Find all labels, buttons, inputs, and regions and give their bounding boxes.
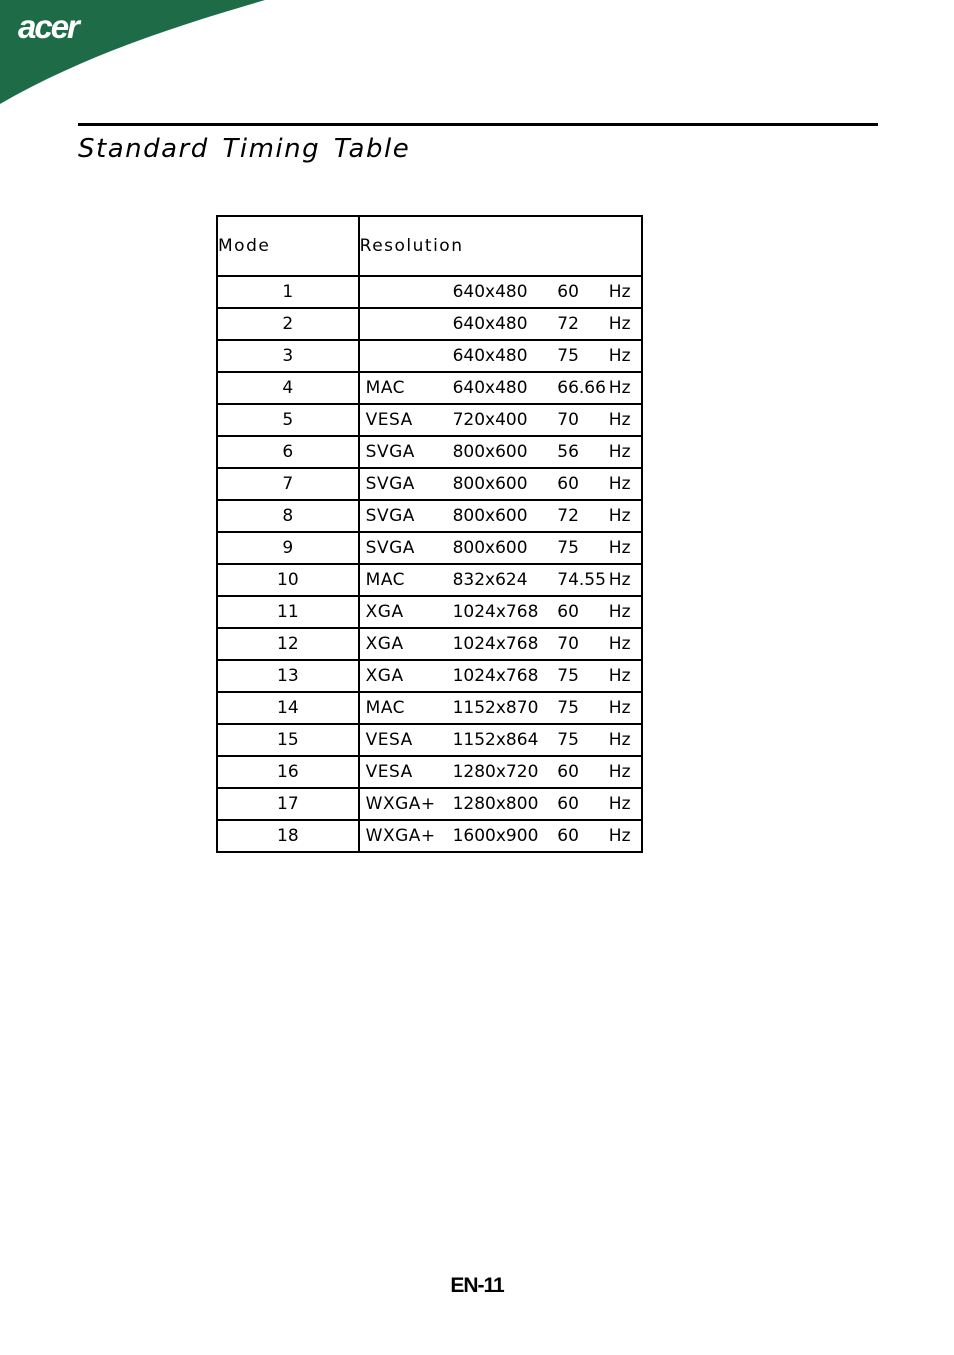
refresh-rate-value: 75 [557,698,579,718]
page-number: EN-11 [450,1274,504,1297]
standard-label: XGA [365,666,404,686]
resolution-value: 1152x870 [452,698,539,718]
standard-label: VESA [365,410,413,430]
refresh-rate-value: 60 [557,794,579,814]
refresh-rate-value: 75 [557,538,579,558]
mode-cell: 9 [217,532,359,564]
resolution-cell [359,308,642,340]
mode-cell: 12 [217,628,359,660]
resolution-value: 800x600 [452,442,528,462]
mode-cell: 5 [217,404,359,436]
table-row [217,596,642,628]
resolution-value: 640x480 [452,346,528,366]
refresh-rate-value: 70 [557,634,579,654]
resolution-value: 800x600 [452,474,528,494]
standard-label: SVGA [365,474,415,494]
refresh-rate-unit: Hz [608,762,631,782]
standard-label: MAC [365,378,406,398]
refresh-rate-value: 75 [557,346,579,366]
refresh-rate-value: 60 [557,602,579,622]
table-header-row [217,216,642,276]
refresh-rate-unit: Hz [608,442,631,462]
resolution-cell [359,788,642,820]
mode-cell: 14 [217,692,359,724]
resolution-cell [359,564,642,596]
resolution-value: 1600x900 [452,826,539,846]
refresh-rate-unit: Hz [608,282,631,302]
table-row [217,692,642,724]
table-row [217,404,642,436]
resolution-cell [359,596,642,628]
timing-table-body [217,276,642,852]
standard-label: MAC [365,570,406,590]
resolution-cell [359,372,642,404]
resolution-value: 640x480 [452,314,528,334]
standard-label: XGA [365,634,404,654]
refresh-rate-unit: Hz [608,730,631,750]
refresh-rate-value: 75 [557,730,579,750]
resolution-value: 1024x768 [452,602,539,622]
table-row [217,788,642,820]
mode-cell: 4 [217,372,359,404]
refresh-rate-unit: Hz [608,346,631,366]
resolution-value: 640x480 [452,378,528,398]
table-row [217,628,642,660]
standard-label: WXGA+ [365,826,436,846]
resolution-cell [359,500,642,532]
refresh-rate-unit: Hz [608,538,631,558]
refresh-rate-unit: Hz [608,314,631,334]
refresh-rate-unit: Hz [608,474,631,494]
table-row [217,340,642,372]
resolution-value: 720x400 [452,410,528,430]
resolution-cell [359,692,642,724]
standard-label: SVGA [365,538,415,558]
resolution-cell [359,436,642,468]
mode-cell: 11 [217,596,359,628]
standard-label: WXGA+ [365,794,436,814]
mode-cell: 8 [217,500,359,532]
resolution-value: 832x624 [452,570,528,590]
refresh-rate-value: 72 [557,506,579,526]
refresh-rate-unit: Hz [608,570,631,590]
refresh-rate-unit: Hz [608,506,631,526]
table-row [217,820,642,852]
refresh-rate-unit: Hz [608,666,631,686]
refresh-rate-unit: Hz [608,698,631,718]
header-rule [78,123,878,126]
standard-label: VESA [365,730,413,750]
column-header-mode: Mode [217,216,359,276]
resolution-cell [359,404,642,436]
table-row [217,756,642,788]
resolution-value: 800x600 [452,538,528,558]
refresh-rate-unit: Hz [608,602,631,622]
table-row [217,532,642,564]
resolution-cell [359,532,642,564]
table-row [217,436,642,468]
mode-cell: 15 [217,724,359,756]
resolution-value: 1280x720 [452,762,539,782]
table-row [217,500,642,532]
mode-cell: 13 [217,660,359,692]
standard-label: XGA [365,602,404,622]
resolution-value: 1280x800 [452,794,539,814]
resolution-cell [359,468,642,500]
resolution-value: 640x480 [452,282,528,302]
table-row [217,564,642,596]
resolution-value: 1024x768 [452,634,539,654]
standard-label: SVGA [365,442,415,462]
standard-label: MAC [365,698,406,718]
refresh-rate-unit: Hz [608,794,631,814]
mode-cell: 10 [217,564,359,596]
resolution-cell [359,628,642,660]
mode-cell: 16 [217,756,359,788]
refresh-rate-unit: Hz [608,378,631,398]
mode-cell: 1 [217,276,359,308]
resolution-cell [359,756,642,788]
refresh-rate-unit: Hz [608,634,631,654]
resolution-cell [359,340,642,372]
resolution-cell [359,820,642,852]
mode-cell: 7 [217,468,359,500]
refresh-rate-value: 66.66 [557,378,606,398]
column-header-resolution: Resolution [359,216,642,276]
resolution-value: 800x600 [452,506,528,526]
page-title: Standard Timing Table [78,134,411,164]
refresh-rate-value: 60 [557,826,579,846]
resolution-cell [359,276,642,308]
refresh-rate-value: 60 [557,762,579,782]
standard-label: VESA [365,762,413,782]
mode-cell: 17 [217,788,359,820]
resolution-value: 1152x864 [452,730,539,750]
resolution-value: 1024x768 [452,666,539,686]
refresh-rate-value: 72 [557,314,579,334]
resolution-cell [359,660,642,692]
table-row [217,660,642,692]
table-row [217,276,642,308]
refresh-rate-unit: Hz [608,826,631,846]
mode-cell: 2 [217,308,359,340]
refresh-rate-value: 60 [557,282,579,302]
refresh-rate-value: 56 [557,442,579,462]
mode-cell: 6 [217,436,359,468]
acer-logo: acer [18,8,78,45]
table-row [217,372,642,404]
refresh-rate-value: 60 [557,474,579,494]
mode-cell: 3 [217,340,359,372]
table-row [217,724,642,756]
refresh-rate-value: 70 [557,410,579,430]
resolution-cell [359,724,642,756]
table-row [217,308,642,340]
mode-cell: 18 [217,820,359,852]
standard-label: SVGA [365,506,415,526]
table-row [217,468,642,500]
refresh-rate-value: 74.55 [557,570,606,590]
refresh-rate-unit: Hz [608,410,631,430]
refresh-rate-value: 75 [557,666,579,686]
timing-table [216,215,643,853]
